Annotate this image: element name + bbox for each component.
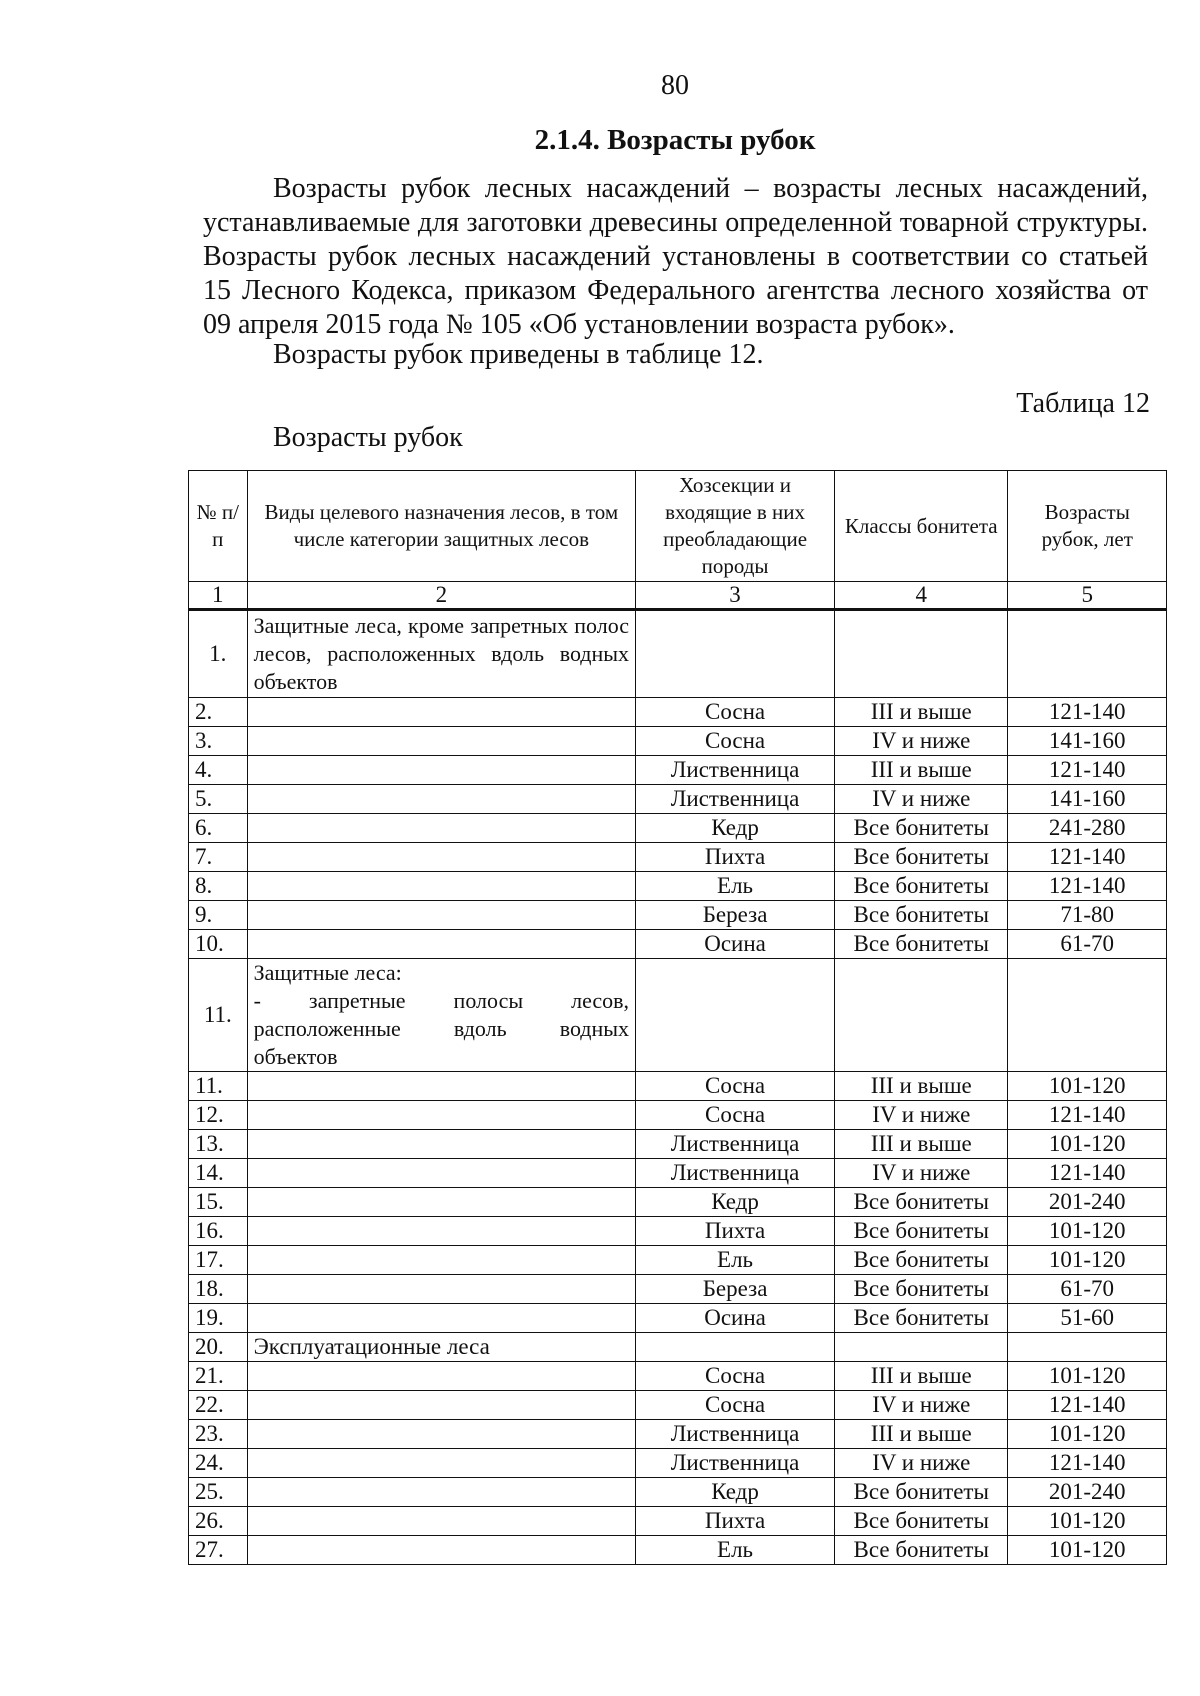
site-class-cell: Все бонитеты [835,901,1008,930]
site-class-cell: Все бонитеты [835,1478,1008,1507]
group-title: Эксплуатационные леса [247,1333,635,1362]
cutting-age-cell: 201-240 [1008,1478,1167,1507]
rows-protective [189,698,1167,959]
site-class-cell: IV и ниже [835,785,1008,814]
table-row [189,1507,1167,1536]
site-class-cell: Все бонитеты [835,843,1008,872]
row-number: 12. [189,1101,248,1130]
group-subtitle-line: расположенные вдоль водных [253,1016,630,1041]
column-number: 5 [1008,582,1167,610]
empty-cell [835,610,1008,698]
species-cell: Сосна [636,1362,835,1391]
table-row [189,1391,1167,1420]
empty-cell [1008,959,1167,1072]
rows-production [189,1362,1167,1565]
purpose-cell [247,1536,635,1565]
cutting-age-cell: 241-280 [1008,814,1167,843]
site-class-cell: Все бонитеты [835,1246,1008,1275]
cutting-age-cell: 101-120 [1008,1420,1167,1449]
purpose-cell [247,814,635,843]
purpose-cell [247,1246,635,1275]
cutting-age-cell: 141-160 [1008,785,1167,814]
purpose-cell [247,1188,635,1217]
group-row-production [189,1333,1167,1362]
cutting-age-cell: 101-120 [1008,1217,1167,1246]
purpose-cell [247,1420,635,1449]
table-label: Таблица 12 [1016,388,1150,419]
species-cell: Сосна [636,698,835,727]
header-species: Хозсекции и входящие в них преобладающие породы [636,471,835,582]
site-class-cell: III и выше [835,1072,1008,1101]
table-header-row [189,471,1167,582]
species-cell: Кедр [636,814,835,843]
cutting-age-cell: 71-80 [1008,901,1167,930]
group-title [247,959,635,1072]
row-number: 17. [189,1246,248,1275]
row-number: 22. [189,1391,248,1420]
group-subtitle-line: объектов [253,1044,338,1069]
species-cell: Лиственница [636,1159,835,1188]
purpose-cell [247,1275,635,1304]
row-number: 2. [189,698,248,727]
site-class-cell: Все бонитеты [835,1536,1008,1565]
row-number: 11. [189,1072,248,1101]
species-cell: Кедр [636,1188,835,1217]
row-number: 19. [189,1304,248,1333]
row-number: 9. [189,901,248,930]
purpose-cell [247,727,635,756]
empty-cell [835,959,1008,1072]
site-class-cell: IV и ниже [835,1159,1008,1188]
row-number: 23. [189,1420,248,1449]
row-number: 18. [189,1275,248,1304]
site-class-cell: Все бонитеты [835,1217,1008,1246]
row-number: 6. [189,814,248,843]
purpose-cell [247,698,635,727]
empty-cell [1008,1333,1167,1362]
table-row [189,1101,1167,1130]
table-row [189,785,1167,814]
row-number: 8. [189,872,248,901]
row-number: 21. [189,1362,248,1391]
species-cell: Сосна [636,727,835,756]
row-number: 20. [189,1333,248,1362]
table-row [189,872,1167,901]
row-number: 25. [189,1478,248,1507]
species-cell: Лиственница [636,1420,835,1449]
purpose-cell [247,1130,635,1159]
table-row [189,1217,1167,1246]
header-cutting-age: Возрасты рубок, лет [1008,471,1167,582]
empty-cell [1008,610,1167,698]
row-number: 1. [189,610,248,698]
table-caption: Возрасты рубок [273,422,463,453]
species-cell: Пихта [636,843,835,872]
row-number: 7. [189,843,248,872]
purpose-cell [247,756,635,785]
site-class-cell: IV и ниже [835,1101,1008,1130]
header-site-class: Классы бонитета [835,471,1008,582]
species-cell: Лиственница [636,756,835,785]
table-row [189,1449,1167,1478]
row-number: 24. [189,1449,248,1478]
site-class-cell: III и выше [835,756,1008,785]
cutting-age-cell: 141-160 [1008,727,1167,756]
purpose-cell [247,1449,635,1478]
table-row [189,1536,1167,1565]
purpose-cell [247,1159,635,1188]
purpose-cell [247,785,635,814]
site-class-cell: III и выше [835,1362,1008,1391]
cutting-age-cell: 101-120 [1008,1536,1167,1565]
site-class-cell: Все бонитеты [835,872,1008,901]
cutting-age-cell: 121-140 [1008,872,1167,901]
species-cell: Осина [636,930,835,959]
species-cell: Пихта [636,1217,835,1246]
table-row [189,930,1167,959]
cutting-age-cell: 101-120 [1008,1072,1167,1101]
species-cell: Осина [636,1304,835,1333]
table-row [189,1072,1167,1101]
paragraph-reference: Возрасты рубок приведены в таблице 12. [273,339,764,370]
row-number: 13. [189,1130,248,1159]
purpose-cell [247,901,635,930]
row-number: 5. [189,785,248,814]
purpose-cell [247,1391,635,1420]
purpose-cell [247,930,635,959]
cutting-age-cell: 101-120 [1008,1130,1167,1159]
site-class-cell: III и выше [835,1130,1008,1159]
row-number: 10. [189,930,248,959]
table-row [189,1159,1167,1188]
purpose-cell [247,1304,635,1333]
table-row [189,901,1167,930]
site-class-cell: III и выше [835,698,1008,727]
purpose-cell [247,843,635,872]
row-number: 26. [189,1507,248,1536]
column-number: 2 [247,582,635,610]
table-row [189,1188,1167,1217]
cutting-age-cell: 101-120 [1008,1362,1167,1391]
species-cell: Кедр [636,1478,835,1507]
species-cell: Лиственница [636,785,835,814]
site-class-cell: III и выше [835,1420,1008,1449]
header-number: № п/п [189,471,248,582]
header-purpose: Виды целевого назначения лесов, в том числе категории защитных лесов [247,471,635,582]
site-class-cell: Все бонитеты [835,814,1008,843]
table-row [189,1420,1167,1449]
species-cell: Ель [636,872,835,901]
site-class-cell: Все бонитеты [835,1507,1008,1536]
purpose-cell [247,1217,635,1246]
purpose-cell [247,1072,635,1101]
site-class-cell: Все бонитеты [835,1304,1008,1333]
table-row [189,1478,1167,1507]
cutting-age-cell: 51-60 [1008,1304,1167,1333]
group-subtitle-line: - запретные полосы лесов, [253,988,630,1013]
empty-cell [636,959,835,1072]
paragraph-intro [203,172,1148,342]
cutting-age-cell: 101-120 [1008,1246,1167,1275]
cutting-age-table [188,470,1167,1565]
site-class-cell: IV и ниже [835,727,1008,756]
group-title: Защитные леса, кроме запретных полос лесов, расположенных вдоль водных объектов [247,610,635,698]
group-title-line: Защитные леса: [253,960,402,985]
table-row [189,1130,1167,1159]
species-cell: Ель [636,1246,835,1275]
paragraph-intro-rest: устанавливаемые для заготовки древесины определенной товарной структуры. Возрасты рубок лесных насаждений установлены в соответствии со статьей 15 Лесного Кодекса, приказом Федерального агентства лесного хозяйства от 09 апреля 2015 года № 105 «Об установлении возраста рубок». [203,207,1148,340]
cutting-age-cell: 121-140 [1008,1159,1167,1188]
cutting-age-cell: 121-140 [1008,1449,1167,1478]
species-cell: Лиственница [636,1130,835,1159]
cutting-age-cell: 201-240 [1008,1188,1167,1217]
species-cell: Лиственница [636,1449,835,1478]
table-row [189,1304,1167,1333]
site-class-cell: Все бонитеты [835,930,1008,959]
table-row [189,756,1167,785]
row-number: 3. [189,727,248,756]
empty-cell [636,1333,835,1362]
row-number: 15. [189,1188,248,1217]
table-row [189,1275,1167,1304]
species-cell: Береза [636,901,835,930]
row-number: 4. [189,756,248,785]
purpose-cell [247,872,635,901]
page-number: 80 [661,70,689,101]
table-row [189,727,1167,756]
purpose-cell [247,1101,635,1130]
column-number: 4 [835,582,1008,610]
group-row-protective [189,610,1167,698]
table-row [189,1246,1167,1275]
table-row [189,843,1167,872]
site-class-cell: IV и ниже [835,1449,1008,1478]
purpose-cell [247,1362,635,1391]
table-row [189,1362,1167,1391]
species-cell: Сосна [636,1072,835,1101]
species-cell: Пихта [636,1507,835,1536]
row-number: 14. [189,1159,248,1188]
row-number: 11. [189,959,248,1072]
table-row [189,814,1167,843]
cutting-age-cell: 61-70 [1008,930,1167,959]
column-number: 3 [636,582,835,610]
row-number: 27. [189,1536,248,1565]
cutting-age-cell: 121-140 [1008,698,1167,727]
paragraph-intro-first-line: Возрасты рубок лесных насаждений – возрасты лесных насаждений, [273,173,1148,204]
section-title: 2.1.4. Возрасты рубок [534,124,816,156]
table-row [189,698,1167,727]
rows-restricted [189,1072,1167,1333]
cutting-age-cell: 121-140 [1008,1101,1167,1130]
species-cell: Ель [636,1536,835,1565]
species-cell: Сосна [636,1101,835,1130]
empty-cell [636,610,835,698]
purpose-cell [247,1478,635,1507]
column-number: 1 [189,582,248,610]
cutting-age-cell: 121-140 [1008,843,1167,872]
site-class-cell: Все бонитеты [835,1275,1008,1304]
cutting-age-cell: 121-140 [1008,756,1167,785]
species-cell: Сосна [636,1391,835,1420]
site-class-cell: Все бонитеты [835,1188,1008,1217]
group-row-restricted [189,959,1167,1072]
empty-cell [835,1333,1008,1362]
purpose-cell [247,1507,635,1536]
column-number-row [189,582,1167,610]
cutting-age-cell: 121-140 [1008,1391,1167,1420]
site-class-cell: IV и ниже [835,1391,1008,1420]
cutting-age-cell: 61-70 [1008,1275,1167,1304]
cutting-age-cell: 101-120 [1008,1507,1167,1536]
species-cell: Береза [636,1275,835,1304]
row-number: 16. [189,1217,248,1246]
